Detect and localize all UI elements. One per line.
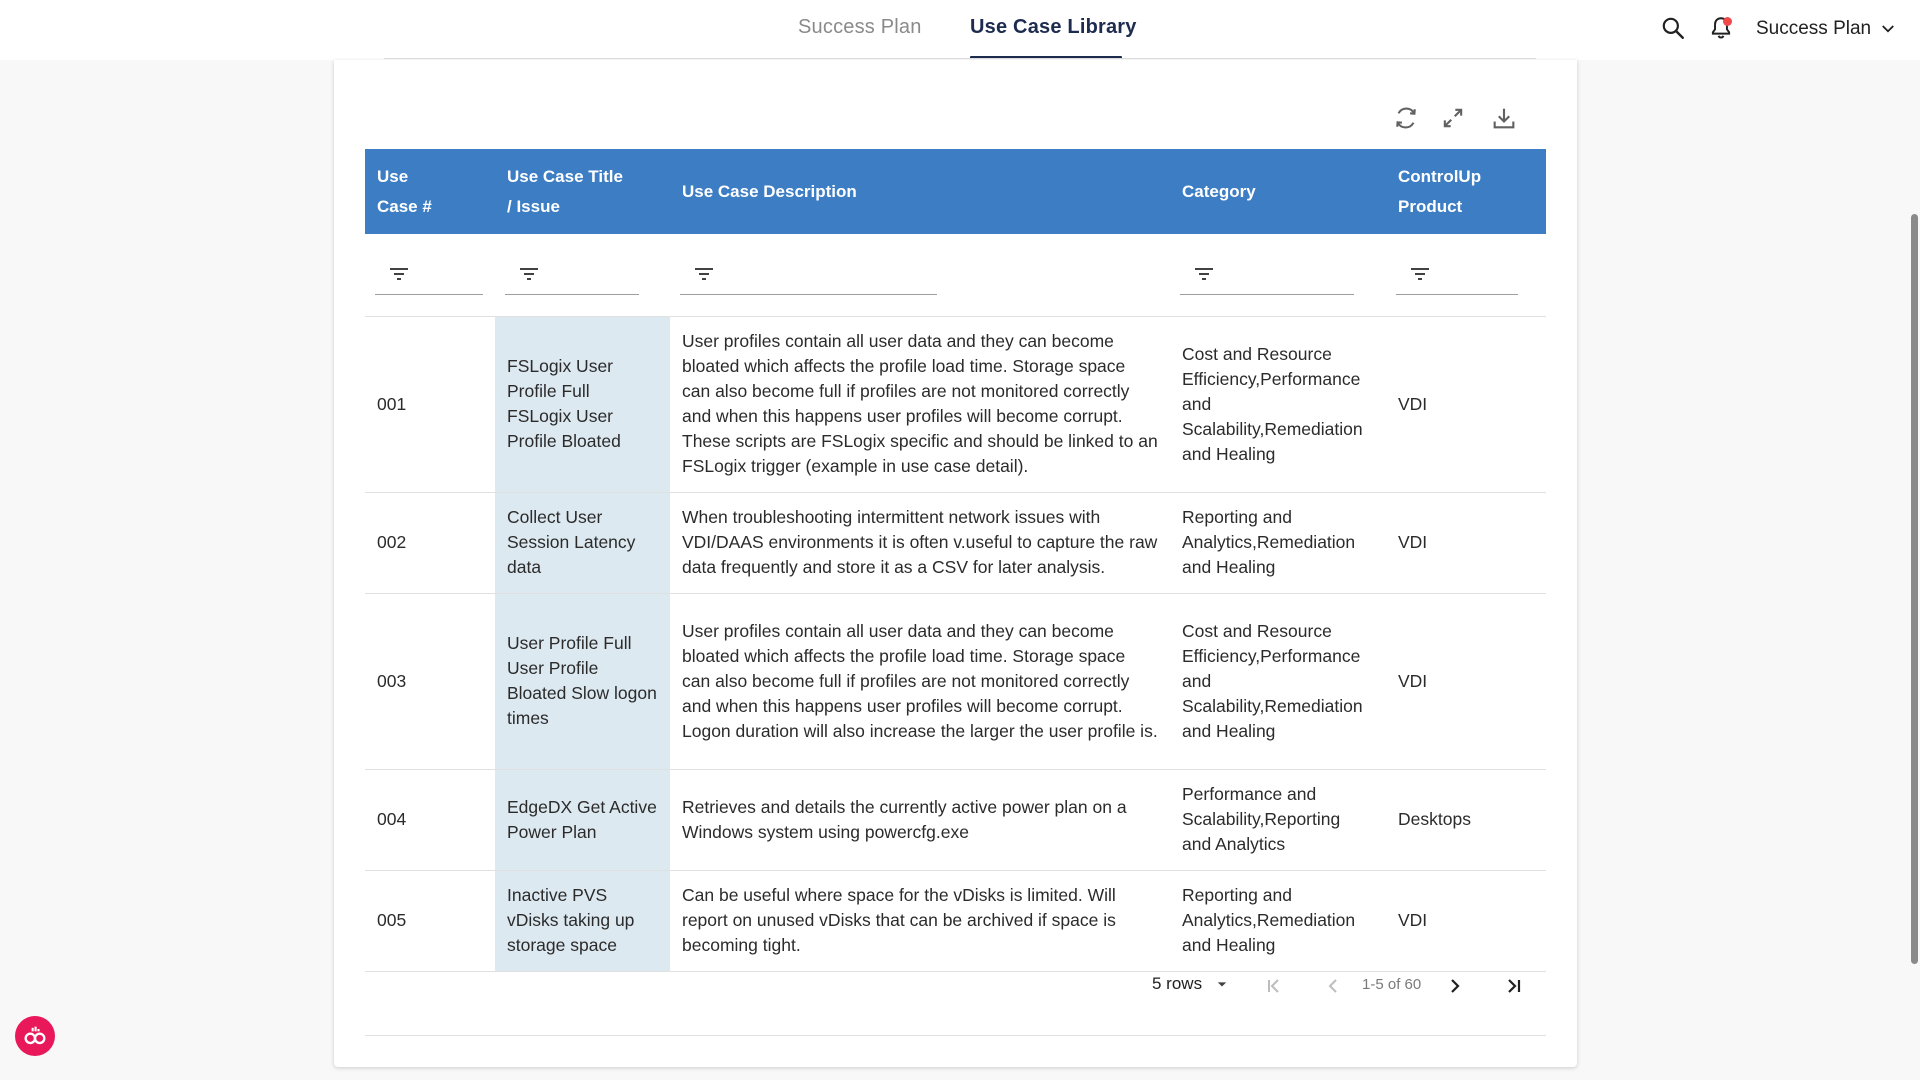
cell-use-case-title: User Profile Full User Profile Bloated Slow logon times [495,593,670,769]
next-page-icon [1443,974,1467,998]
cell-category: Cost and Resource Efficiency,Performance and Scalability,Remediation and Healing [1170,593,1386,769]
cell-controlup-product: VDI [1386,870,1546,971]
cell-use-case-description: Can be useful where space for the vDisks is limited. Will report on unused vDisks that can be archived if space is becoming tight. [670,870,1170,971]
filter-category[interactable] [1180,254,1354,295]
filter-icon [692,262,716,286]
filter-use-case-title[interactable] [505,254,639,295]
tab-success-plan[interactable]: Success Plan [798,16,922,38]
cell-controlup-product: VDI [1386,316,1546,492]
download-button[interactable] [1490,104,1518,137]
chat-icon [21,1022,49,1050]
refresh-button[interactable] [1392,104,1420,137]
cell-use-case-description: User profiles contain all user data and they can become bloated which affects the profile load time. Storage space can also become full if profiles are not monitored correctly and when this happens user profiles will become corrupt. These scripts are FSLogix specific and should be linked to an FSLogix trigger (example in use case detail). [670,316,1170,492]
prev-page-button[interactable] [1321,974,1345,1003]
cell-use-case-description: Retrieves and details the currently active power plan on a Windows system using powercfg.exe [670,769,1170,870]
first-page-icon [1262,974,1286,998]
cell-use-case-number: 005 [365,870,495,971]
expand-icon [1439,104,1467,132]
cell-controlup-product: VDI [1386,492,1546,593]
filter-row [365,234,1546,316]
search-button[interactable] [1660,15,1686,46]
chat-launcher-button[interactable] [15,1016,55,1056]
tab-divider [384,58,1536,59]
filter-use-case-number[interactable] [375,254,483,295]
cell-category: Cost and Resource Efficiency,Performance and Scalability,Remediation and Healing [1170,316,1386,492]
cell-category: Reporting and Analytics,Remediation and Healing [1170,870,1386,971]
page-range: 1-5 of 60 [1362,976,1422,993]
cell-use-case-title: Inactive PVS vDisks taking up storage space [495,870,670,971]
header-controlup-product[interactable]: ControlUp Product [1398,166,1482,216]
table-row[interactable] [365,492,1546,593]
download-icon [1490,104,1518,132]
success-plan-menu-label: Success Plan [1756,18,1872,39]
table-row[interactable] [365,316,1546,492]
cell-category: Performance and Scalability,Reporting and Analytics [1170,769,1386,870]
cell-use-case-title: Collect User Session Latency data [495,492,670,593]
header-use-case-title[interactable]: Use Case Title / Issue [507,166,623,216]
notification-badge [1723,17,1732,26]
header-use-case-number[interactable]: Use Case # [377,166,432,216]
rows-per-page-label: 5 rows [1152,974,1203,993]
cell-use-case-title: EdgeDX Get Active Power Plan [495,769,670,870]
use-case-table [365,149,1546,972]
cell-use-case-description: When troubleshooting intermittent network issues with VDI/DAAS environments it is often v.useful to capture the raw data frequently and store it as a CSV for later analysis. [670,492,1170,593]
cell-use-case-number: 001 [365,316,495,492]
pagination [334,966,1577,1006]
cell-controlup-product: Desktops [1386,769,1546,870]
success-plan-menu[interactable] [1756,18,1897,40]
cell-use-case-number: 002 [365,492,495,593]
last-page-icon [1502,974,1526,998]
cell-use-case-title: FSLogix User Profile Full FSLogix User Profile Bloated [495,316,670,492]
table-row[interactable] [365,870,1546,971]
last-page-button[interactable] [1502,974,1526,1003]
table-header-row [365,149,1546,234]
rows-per-page-select[interactable] [1152,974,1232,994]
filter-icon [1192,262,1216,286]
chevron-down-icon [1879,20,1897,38]
caret-down-icon [1212,974,1232,994]
filter-icon [387,262,411,286]
cell-use-case-number: 004 [365,769,495,870]
table-row[interactable] [365,769,1546,870]
header-category[interactable]: Category [1182,181,1256,201]
search-icon [1660,15,1686,41]
card-bottom-divider [365,1035,1546,1036]
filter-icon [1408,262,1432,286]
top-nav [0,0,1920,60]
next-page-button[interactable] [1443,974,1467,1003]
use-case-library-card [334,60,1577,1067]
cell-use-case-number: 003 [365,593,495,769]
filter-use-case-description[interactable] [680,254,937,295]
scrollbar-thumb[interactable] [1911,214,1918,964]
filter-icon [517,262,541,286]
cell-controlup-product: VDI [1386,593,1546,769]
expand-button[interactable] [1439,104,1467,137]
tab-use-case-library[interactable]: Use Case Library [970,16,1137,38]
header-use-case-description[interactable]: Use Case Description [682,181,857,201]
refresh-icon [1392,104,1420,132]
filter-controlup-product[interactable] [1396,254,1518,295]
first-page-button[interactable] [1262,974,1286,1003]
prev-page-icon [1321,974,1345,998]
table-row[interactable] [365,593,1546,769]
cell-category: Reporting and Analytics,Remediation and Healing [1170,492,1386,593]
cell-use-case-description: User profiles contain all user data and they can become bloated which affects the profile load time. Storage space can also become full if profiles are not monitored correctly and when this happens user profiles will become corrupt. Logon duration will also increase the larger the user profile is. [670,593,1170,769]
